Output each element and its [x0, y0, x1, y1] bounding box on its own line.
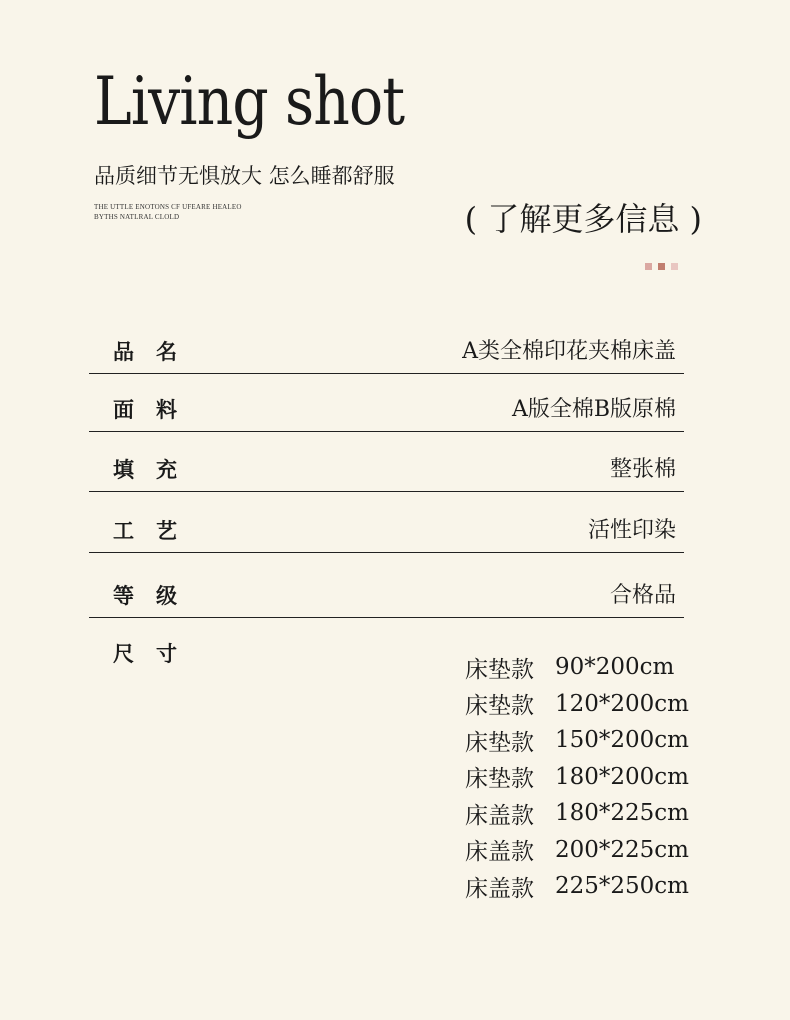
size-dimension: 180*200cm [555, 763, 689, 790]
size-dimension: 200*225cm [555, 836, 689, 863]
size-kind: 床垫款 [465, 656, 534, 683]
size-kind: 床垫款 [465, 729, 534, 756]
spec-label: 品名 [113, 339, 199, 364]
size-kind: 床垫款 [465, 693, 534, 720]
decorative-dots [645, 263, 678, 270]
dot-1 [645, 263, 652, 270]
size-item [465, 649, 689, 686]
spec-label: 工艺 [113, 518, 199, 543]
size-kind: 床盖款 [465, 802, 534, 829]
size-dimension: 150*200cm [555, 727, 689, 754]
size-kind: 床盖款 [465, 875, 534, 902]
spec-label: 等级 [113, 583, 199, 608]
subtitle: 品质细节无惧放大 怎么睡都舒服 [94, 164, 395, 188]
size-label: 尺寸 [113, 641, 199, 666]
spec-value: 整张棉 [609, 457, 676, 482]
spec-row-fabric [89, 374, 684, 432]
spec-value: 活性印染 [587, 518, 676, 543]
size-kind: 床盖款 [465, 839, 534, 866]
dot-2 [658, 263, 665, 270]
dot-3 [671, 263, 678, 270]
spec-value: A类全棉印花夹棉床盖 [462, 339, 676, 364]
size-item [465, 686, 689, 723]
size-dimension: 180*225cm [555, 800, 689, 827]
spec-row-filling [89, 432, 684, 492]
spec-table [89, 326, 684, 618]
size-item [465, 868, 689, 905]
spec-label: 填充 [113, 457, 199, 482]
size-kind: 床垫款 [465, 766, 534, 793]
size-item [465, 832, 689, 869]
tagline-line-2: BYTHS NATLRAL CLOLD [94, 213, 180, 221]
size-dimension: 225*250cm [555, 873, 689, 900]
size-item [465, 759, 689, 796]
more-info-link[interactable]: ( 了解更多信息 ) [464, 200, 702, 238]
size-dimension: 120*200cm [555, 690, 689, 717]
spec-label: 面料 [113, 397, 199, 422]
spec-row-process [89, 492, 684, 553]
spec-value: A版全棉B版原棉 [511, 397, 676, 422]
size-item [465, 722, 689, 759]
size-item [465, 795, 689, 832]
size-list [465, 649, 689, 905]
size-dimension: 90*200cm [555, 654, 675, 681]
tagline-line-1: THE UTTLE ENOTONS CF UFEARE HEALEO [94, 203, 242, 211]
hero-title: Living shot [94, 63, 405, 140]
spec-row-grade [89, 553, 684, 618]
spec-value: 合格品 [609, 583, 676, 608]
spec-row-name [89, 326, 684, 374]
